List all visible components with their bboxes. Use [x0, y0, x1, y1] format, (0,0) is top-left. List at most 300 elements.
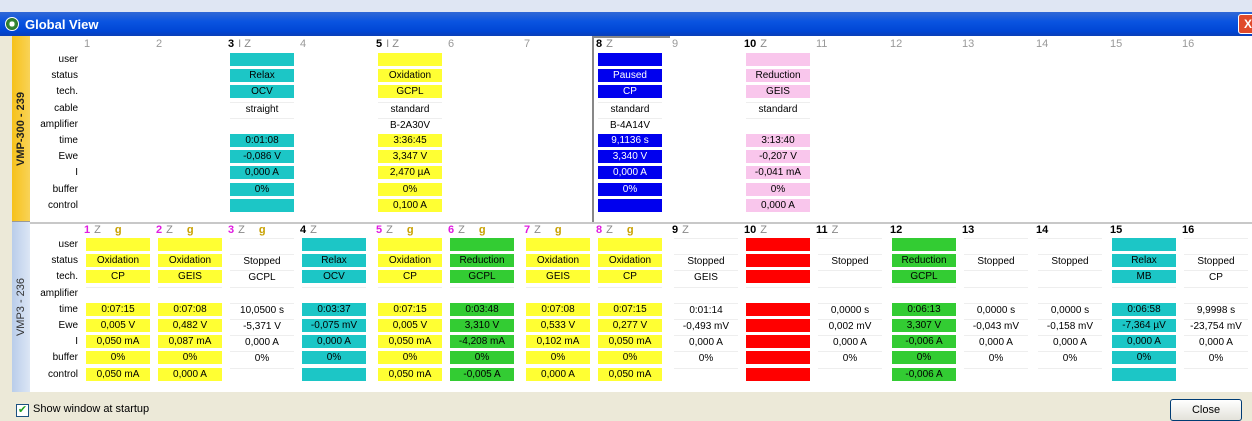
device2-channel-16-amplifier: [1184, 287, 1248, 300]
device2-channel-3-tech: GCPL: [230, 270, 294, 283]
device2-channel-13-ewe: -0,043 mV: [964, 319, 1028, 332]
device2-channel-5-status: Oxidation: [378, 254, 442, 267]
device1-channel-8-status: Paused: [598, 69, 662, 82]
device2-channel-8-i: 0,050 mA: [598, 335, 662, 348]
device1-channel-5-header[interactable]: [376, 38, 399, 51]
channel-8-selection-frame: [592, 36, 670, 222]
device1-row-label-control: control: [47, 199, 78, 211]
device1-channel-10-tech: GEIS: [746, 85, 810, 98]
device1-row-label-amplifier: amplifier: [40, 118, 78, 130]
device2-channel-7-time: 0:07:08: [526, 303, 590, 316]
device2-channel-12-tech: GCPL: [892, 270, 956, 283]
device2-channel-6-i: -4,208 mA: [450, 335, 514, 348]
channel-g-flag: g: [258, 224, 266, 236]
device2-channel-14-time: 0,0000 s: [1038, 303, 1102, 316]
window-title: Global View: [25, 16, 99, 32]
channel-number: 13: [962, 224, 975, 236]
channel-number: 4: [300, 38, 307, 50]
device1-channel-14-header[interactable]: [1036, 38, 1048, 51]
device1-channel-10-buffer: 0%: [746, 183, 810, 196]
device2-channel-4-buffer: 0%: [302, 351, 366, 364]
device2-channel-6-amplifier: [450, 287, 514, 300]
device2-channel-10-i: [746, 335, 810, 348]
device2-channel-11-time: 0,0000 s: [818, 303, 882, 316]
device2-channel-3-buffer: 0%: [230, 351, 294, 364]
device2-channel-1-time: 0:07:15: [86, 303, 150, 316]
channel-number: 1: [84, 224, 91, 236]
channel-number: 5: [376, 38, 383, 50]
show-at-startup-checkbox[interactable]: ✔: [17, 404, 28, 416]
device2-channel-10-control: [746, 368, 810, 381]
device2-channel-13-header[interactable]: [962, 224, 974, 237]
device2-channel-9-amplifier: [674, 287, 738, 300]
channel-number: 3: [228, 224, 235, 236]
device2-channel-4-tech: OCV: [302, 270, 366, 283]
device1-row-label-buffer: buffer: [52, 183, 78, 195]
device2-channel-13-amplifier: [964, 287, 1028, 300]
device1-channel-2-header[interactable]: [156, 38, 162, 51]
device1-row-label-status: status: [51, 70, 78, 82]
device2-channel-11-status: Stopped: [818, 254, 882, 267]
device2-channel-5-control: 0,050 mA: [378, 368, 442, 381]
device2-channel-11-header[interactable]: [816, 224, 838, 237]
device2-channel-7-ewe: 0,533 V: [526, 319, 590, 332]
device2-channel-12-amplifier: [892, 287, 956, 300]
channel-flags: Z: [458, 224, 465, 236]
device1-channel-8-cable: standard: [598, 102, 662, 115]
device2-row-label-tech: tech.: [56, 271, 78, 283]
device2-channel-16-status: Stopped: [1184, 254, 1248, 267]
close-button[interactable]: Close: [1170, 399, 1242, 421]
device2-channel-10-buffer: [746, 351, 810, 364]
device1-channel-13-header[interactable]: [962, 38, 974, 51]
channel-number: 14: [1036, 224, 1049, 236]
device2-channel-12-ewe: 3,307 V: [892, 319, 956, 332]
device1-row-label-ewe: Ewe: [58, 151, 78, 163]
device2-channel-4-ewe: -0,075 mV: [302, 319, 366, 332]
device1-channel-5-i: 2,470 µA: [378, 166, 442, 179]
channel-number: 9: [672, 224, 679, 236]
device2-row-label-control: control: [47, 368, 78, 380]
device1-channel-15-header[interactable]: [1110, 38, 1122, 51]
device2-channel-4-amplifier: [302, 287, 366, 300]
title-close-button[interactable]: X: [1238, 14, 1252, 34]
device2-channel-2-buffer: 0%: [158, 351, 222, 364]
device1-channel-10-ewe: -0,207 V: [746, 150, 810, 163]
device2-channel-9-time: 0:01:14: [674, 303, 738, 316]
device2-channel-8-header[interactable]: [596, 224, 634, 237]
device2-channel-16-control: [1184, 368, 1248, 381]
device2-channel-11-buffer: 0%: [818, 351, 882, 364]
device1-channel-12-header[interactable]: [890, 38, 902, 51]
channel-number: 16: [1182, 224, 1195, 236]
device2-row-label-ewe: Ewe: [58, 320, 78, 331]
device2-channel-12-user: [892, 238, 956, 251]
device1-channel-3-amplifier: [230, 118, 294, 131]
device2-channel-3-status: Stopped: [230, 254, 294, 267]
device2-channel-9-ewe: -0,493 mV: [674, 319, 738, 332]
device2-channel-8-time: 0:07:15: [598, 303, 662, 316]
device1-channel-1-header[interactable]: [84, 38, 90, 51]
channel-flags: Z: [94, 224, 101, 236]
device1-channel-3-cable: straight: [230, 102, 294, 115]
device2-channel-2-header[interactable]: [156, 224, 194, 237]
device2-channel-1-tech: CP: [86, 270, 150, 283]
device1-channel-6-header[interactable]: [448, 38, 454, 51]
device1-channel-3-buffer: 0%: [230, 183, 294, 196]
device2-channel-1-ewe: 0,005 V: [86, 319, 150, 332]
device2-channel-3-amplifier: [230, 287, 294, 300]
device2-channel-6-tech: GCPL: [450, 270, 514, 283]
device2-channel-3-i: 0,000 A: [230, 335, 294, 348]
device2-channel-1-user: [86, 238, 150, 251]
device2-channel-13-status: Stopped: [964, 254, 1028, 267]
device1-channel-3-user: [230, 53, 294, 66]
footer-bar: [0, 392, 1252, 421]
channel-flags: I Z: [238, 38, 251, 50]
channel-flags: Z: [606, 224, 613, 236]
device1-channel-10-header[interactable]: [744, 38, 767, 51]
device2-channel-3-time: 10,0500 s: [230, 303, 294, 316]
show-at-startup-label: Show window at startup: [33, 403, 150, 415]
device2-channel-10-user: [746, 238, 810, 251]
device2-channel-10-status: [746, 254, 810, 267]
channel-number: 10: [744, 38, 757, 50]
device1-channel-10-amplifier: [746, 118, 810, 131]
device2-channel-10-ewe: [746, 319, 810, 332]
device2-channel-2-control: 0,000 A: [158, 368, 222, 381]
device2-channel-6-header[interactable]: [448, 224, 486, 237]
device2-channel-15-time: 0:06:58: [1112, 303, 1176, 316]
device2-channel-12-buffer: 0%: [892, 351, 956, 364]
device2-channel-5-user: [378, 238, 442, 251]
device2-channel-1-status: Oxidation: [86, 254, 150, 267]
device1-channel-10-time: 3:13:40: [746, 134, 810, 147]
device2-channel-15-status: Relax: [1112, 254, 1176, 267]
device2-channel-2-ewe: 0,482 V: [158, 319, 222, 332]
channel-flags: Z: [166, 224, 173, 236]
device2-channel-16-user: [1184, 238, 1248, 251]
device2-channel-14-status: Stopped: [1038, 254, 1102, 267]
device2-channel-8-amplifier: [598, 287, 662, 300]
device2-channel-13-i: 0,000 A: [964, 335, 1028, 348]
device2-channel-4-status: Relax: [302, 254, 366, 267]
device2-channel-7-buffer: 0%: [526, 351, 590, 364]
channel-g-flag: g: [114, 224, 122, 236]
channel-number: 8: [596, 224, 603, 236]
device2-channel-13-tech: [964, 270, 1028, 283]
device1-row-label-user: user: [58, 54, 78, 65]
device1-channel-4-header[interactable]: [300, 38, 306, 51]
device2-channel-5-time: 0:07:15: [378, 303, 442, 316]
device1-row-label-tech: tech.: [56, 86, 78, 98]
channel-g-flag: g: [626, 224, 634, 236]
device2-channel-7-control: 0,000 A: [526, 368, 590, 381]
device1-channel-5-control: 0,100 A: [378, 199, 442, 212]
device2-channel-9-header[interactable]: [672, 224, 689, 237]
device2-channel-9-control: [674, 368, 738, 381]
device2-channel-10-header[interactable]: [744, 224, 767, 237]
device2-channel-2-time: 0:07:08: [158, 303, 222, 316]
device2-channel-15-control: [1112, 368, 1176, 381]
device2-channel-12-status: Reduction: [892, 254, 956, 267]
device2-channel-16-i: 0,000 A: [1184, 335, 1248, 348]
channel-number: 15: [1110, 38, 1123, 50]
device1-channel-8-ewe: 3,340 V: [598, 150, 662, 163]
device2-channel-9-buffer: 0%: [674, 351, 738, 364]
device1-channel-10-i: -0,041 mA: [746, 166, 810, 179]
channel-flags: Z: [760, 224, 767, 236]
device2-channel-1-header[interactable]: [84, 224, 122, 237]
device2-channel-4-i: 0,000 A: [302, 335, 366, 348]
channel-flags: Z: [310, 224, 317, 236]
device2-channel-8-status: Oxidation: [598, 254, 662, 267]
device2-channel-2-tech: GEIS: [158, 270, 222, 283]
device1-channel-3-i: 0,000 A: [230, 166, 294, 179]
device2-channel-12-control: -0,006 A: [892, 368, 956, 381]
device2-channel-7-user: [526, 238, 590, 251]
device1-channel-7-header[interactable]: [524, 38, 530, 51]
channel-number: 16: [1182, 38, 1195, 50]
channel-flags: Z: [606, 38, 613, 50]
channel-flags: Z: [682, 224, 689, 236]
channel-flags: Z: [534, 224, 541, 236]
device1-channel-16-header[interactable]: [1182, 38, 1194, 51]
device2-channel-13-time: 0,0000 s: [964, 303, 1028, 316]
device2-channel-3-user: [230, 238, 294, 251]
device2-channel-6-ewe: 3,310 V: [450, 319, 514, 332]
device2-channel-10-time: [746, 303, 810, 316]
title-bar[interactable]: [0, 12, 1252, 36]
device1-channel-5-user: [378, 53, 442, 66]
device1-channel-9-header[interactable]: [672, 38, 678, 51]
channel-number: 6: [448, 224, 455, 236]
device2-channel-11-i: 0,000 A: [818, 335, 882, 348]
device1-channel-11-header[interactable]: [816, 38, 827, 51]
device2-channel-14-i: 0,000 A: [1038, 335, 1102, 348]
device2-channel-11-amplifier: [818, 287, 882, 300]
device2-channel-14-buffer: 0%: [1038, 351, 1102, 364]
device2-channel-15-user: [1112, 238, 1176, 251]
device2-row-label-user: user: [58, 239, 78, 250]
device1-channel-3-header[interactable]: [228, 38, 251, 51]
device2-channel-3-control: [230, 368, 294, 381]
device2-channel-13-user: [964, 238, 1028, 251]
device2-channel-14-ewe: -0,158 mV: [1038, 319, 1102, 332]
device1-channel-5-status: Oxidation: [378, 69, 442, 82]
device2-row-label-buffer: buffer: [52, 352, 78, 364]
device2-channel-5-amplifier: [378, 287, 442, 300]
device2-channel-16-buffer: 0%: [1184, 351, 1248, 364]
device2-channel-14-header[interactable]: [1036, 224, 1048, 237]
device2-row-label-i: I: [75, 336, 78, 348]
device2-channel-10-amplifier: [746, 287, 810, 300]
device2-channel-9-tech: GEIS: [674, 270, 738, 283]
device2-channel-5-header[interactable]: [376, 224, 414, 237]
device2-row-label-amplifier: amplifier: [40, 287, 78, 299]
device2-channel-5-buffer: 0%: [378, 351, 442, 364]
channel-number: 1: [84, 38, 91, 50]
channel-number: 7: [524, 224, 531, 236]
device2-channel-11-tech: [818, 270, 882, 283]
device2-channel-6-time: 0:03:48: [450, 303, 514, 316]
device2-channel-8-buffer: 0%: [598, 351, 662, 364]
device2-channel-5-i: 0,050 mA: [378, 335, 442, 348]
device1-channel-5-ewe: 3,347 V: [378, 150, 442, 163]
device2-channel-15-header[interactable]: [1110, 224, 1122, 237]
device2-channel-2-status: Oxidation: [158, 254, 222, 267]
device2-channel-15-tech: MB: [1112, 270, 1176, 283]
device1-channel-8-buffer: 0%: [598, 183, 662, 196]
background-strip: [0, 0, 1252, 12]
device2-channel-14-user: [1038, 238, 1102, 251]
device2-channel-9-i: 0,000 A: [674, 335, 738, 348]
device2-channel-7-header[interactable]: [524, 224, 562, 237]
device2-channel-15-i: 0,000 A: [1112, 335, 1176, 348]
device2-channel-15-amplifier: [1112, 287, 1176, 300]
device1-channel-5-amplifier: B-2A30V: [378, 118, 442, 131]
device2-channel-10-tech: [746, 270, 810, 283]
device-separator: [30, 222, 1252, 224]
device1-channel-5-time: 3:36:45: [378, 134, 442, 147]
device2-channel-2-user: [158, 238, 222, 251]
channel-number: 14: [1036, 38, 1049, 50]
device2-channel-7-i: 0,102 mA: [526, 335, 590, 348]
device2-channel-14-tech: [1038, 270, 1102, 283]
device2-channel-12-header[interactable]: [890, 224, 902, 237]
device1-row-label-cable: cable: [54, 102, 78, 114]
device1-channel-3-ewe: -0,086 V: [230, 150, 294, 163]
channel-number: 11: [816, 224, 828, 236]
device2-channel-1-control: 0,050 mA: [86, 368, 150, 381]
device2-channel-2-i: 0,087 mA: [158, 335, 222, 348]
device1-label-bar: [12, 36, 30, 222]
device2-channel-15-ewe: -7,364 µV: [1112, 319, 1176, 332]
device1-channel-5-buffer: 0%: [378, 183, 442, 196]
channel-flags: Z: [238, 224, 245, 236]
device2-channel-14-amplifier: [1038, 287, 1102, 300]
device2-channel-14-control: [1038, 368, 1102, 381]
device2-channel-11-user: [818, 238, 882, 251]
channel-number: 13: [962, 38, 975, 50]
channel-g-flag: g: [186, 224, 194, 236]
channel-flags: Z: [760, 38, 767, 50]
channel-g-flag: g: [478, 224, 486, 236]
device2-channel-4-time: 0:03:37: [302, 303, 366, 316]
device2-channel-7-tech: GEIS: [526, 270, 590, 283]
device2-channel-7-amplifier: [526, 287, 590, 300]
device1-channel-3-status: Relax: [230, 69, 294, 82]
device1-row-label-time: time: [59, 135, 78, 146]
device2-channel-8-tech: CP: [598, 270, 662, 283]
device2-channel-15-buffer: 0%: [1112, 351, 1176, 364]
device2-channel-7-status: Oxidation: [526, 254, 590, 267]
device2-channel-11-ewe: 0,002 mV: [818, 319, 882, 332]
device1-channel-10-status: Reduction: [746, 69, 810, 82]
device2-channel-1-buffer: 0%: [86, 351, 150, 364]
device2-channel-5-tech: CP: [378, 270, 442, 283]
device1-channel-8-tech: CP: [598, 85, 662, 98]
device2-channel-11-control: [818, 368, 882, 381]
device1-channel-5-cable: standard: [378, 102, 442, 115]
channels-panel: [12, 36, 1252, 392]
app-icon: [5, 17, 19, 31]
channel-number: 2: [156, 224, 163, 236]
device1-channel-5-tech: GCPL: [378, 85, 442, 98]
device2-row-label-status: status: [51, 255, 78, 267]
device2-channel-16-ewe: -23,754 mV: [1184, 319, 1248, 332]
device1-channel-10-user: [746, 53, 810, 66]
device1-channel-10-cable: standard: [746, 102, 810, 115]
device2-channel-16-tech: CP: [1184, 270, 1248, 283]
device2-channel-6-buffer: 0%: [450, 351, 514, 364]
channel-number: 10: [744, 224, 757, 236]
device1-channel-3-tech: OCV: [230, 85, 294, 98]
device2-channel-16-header[interactable]: [1182, 224, 1194, 237]
channel-number: 4: [300, 224, 307, 236]
device2-row-label-time: time: [59, 303, 78, 315]
channel-number: 8: [596, 38, 603, 50]
channel-flags: Z: [831, 224, 839, 236]
device2-channel-13-control: [964, 368, 1028, 381]
channel-number: 11: [816, 38, 828, 50]
device2-channel-4-control: [302, 368, 366, 381]
device1-channel-10-control: 0,000 A: [746, 199, 810, 212]
device2-channel-12-i: -0,006 A: [892, 335, 956, 348]
device2-channel-8-control: 0,050 mA: [598, 368, 662, 381]
channel-number: 3: [228, 38, 235, 50]
device2-channel-1-amplifier: [86, 287, 150, 300]
device2-channel-9-status: Stopped: [674, 254, 738, 267]
channel-number: 2: [156, 38, 163, 50]
channel-number: 7: [524, 38, 531, 50]
device1-channel-3-time: 0:01:08: [230, 134, 294, 147]
device2-channel-4-user: [302, 238, 366, 251]
device2-name: VMP3 - 236: [15, 277, 27, 337]
device1-channel-3-control: [230, 199, 294, 212]
device2-channel-3-ewe: -5,371 V: [230, 319, 294, 332]
device2-channel-13-buffer: 0%: [964, 351, 1028, 364]
channel-g-flag: g: [554, 224, 562, 236]
device2-channel-6-status: Reduction: [450, 254, 514, 267]
device1-row-label-i: I: [75, 167, 78, 179]
device1-channel-8-time: 9,1136 s: [598, 134, 662, 147]
device1-name: VMP-300 - 239: [15, 91, 27, 166]
device2-label-bar: [12, 222, 30, 392]
channel-number: 9: [672, 38, 679, 50]
device2-channel-6-control: -0,005 A: [450, 368, 514, 381]
device2-channel-9-user: [674, 238, 738, 251]
device2-channel-3-header[interactable]: [228, 224, 266, 237]
device2-channel-16-time: 9,9998 s: [1184, 303, 1248, 316]
device2-channel-4-header[interactable]: [300, 224, 317, 237]
device2-channel-12-time: 0:06:13: [892, 303, 956, 316]
device2-channel-8-ewe: 0,277 V: [598, 319, 662, 332]
device2-channel-8-user: [598, 238, 662, 251]
channel-flags: I Z: [386, 38, 399, 50]
device2-channel-6-user: [450, 238, 514, 251]
channel-number: 5: [376, 224, 383, 236]
device2-channel-5-ewe: 0,005 V: [378, 319, 442, 332]
channel-number: 15: [1110, 224, 1123, 236]
channel-number: 6: [448, 38, 455, 50]
channel-number: 12: [890, 38, 903, 50]
device1-channel-8-i: 0,000 A: [598, 166, 662, 179]
device1-channel-8-amplifier: B-4A14V: [598, 118, 662, 131]
device2-channel-1-i: 0,050 mA: [86, 335, 150, 348]
device2-channel-2-amplifier: [158, 287, 222, 300]
channel-number: 12: [890, 224, 903, 236]
